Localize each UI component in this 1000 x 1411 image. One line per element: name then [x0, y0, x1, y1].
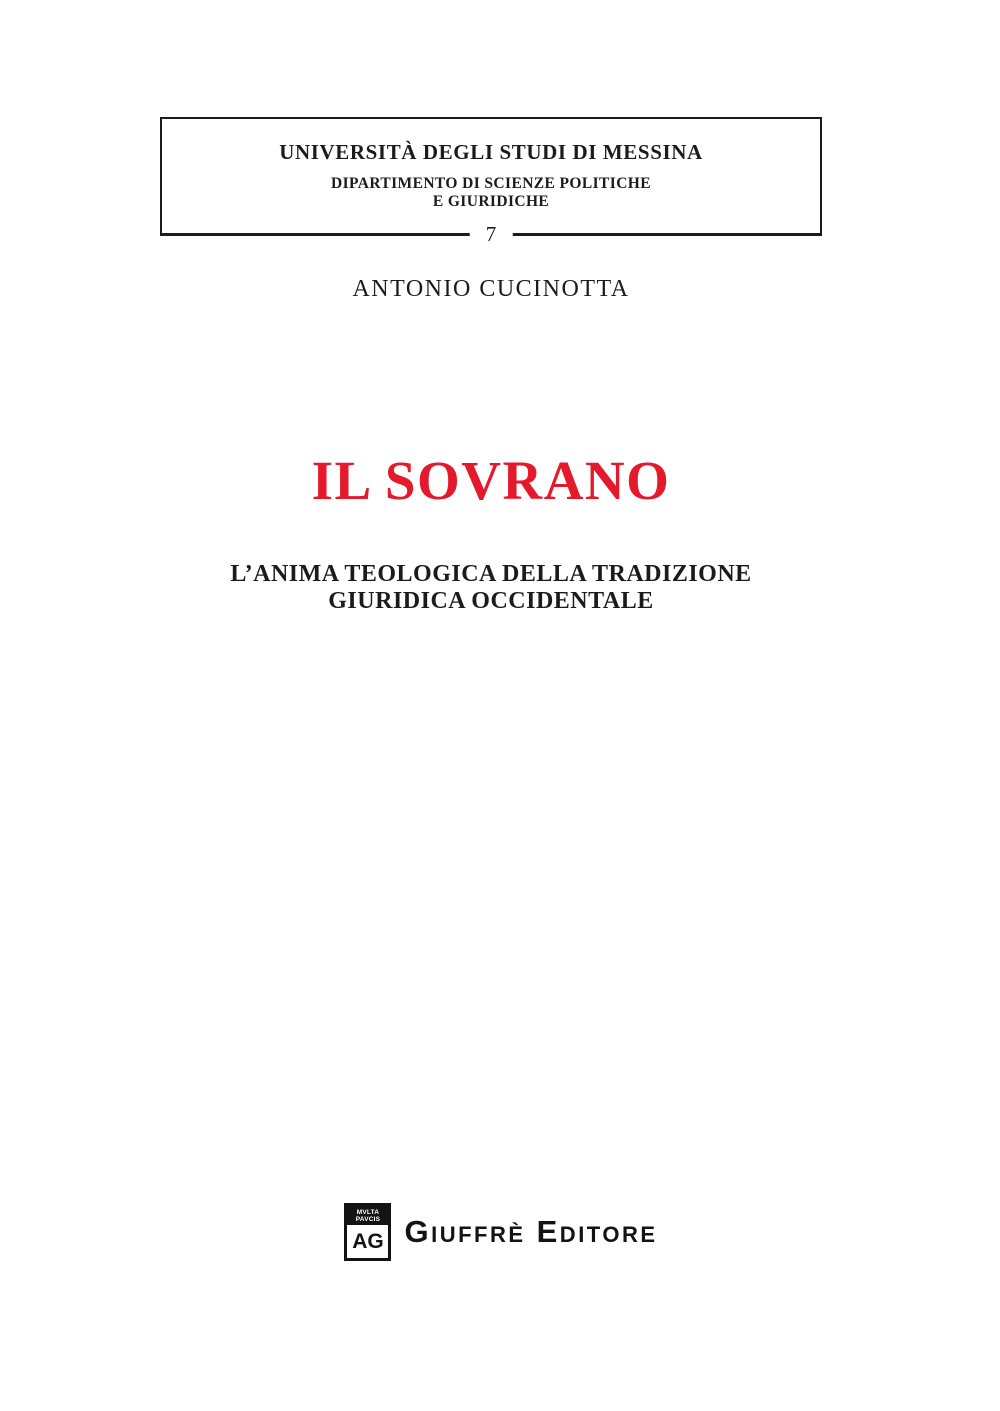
giuffre-logo-icon: [344, 1203, 391, 1261]
department-line-1: DIPARTIMENTO DI SCIENZE POLITICHE: [331, 175, 651, 192]
logo-motto: [347, 1206, 388, 1225]
subtitle-line-2: GIURIDICA OCCIDENTALE: [328, 588, 654, 614]
logo-initials: AG: [352, 1229, 384, 1253]
publisher-name: Giuffrè Editore: [404, 1214, 658, 1249]
author-name: ANTONIO CUCINOTTA: [352, 276, 630, 302]
publisher-row: [160, 1203, 842, 1261]
series-number: 7: [470, 221, 513, 247]
book-subtitle: [160, 561, 822, 615]
department-name: [162, 175, 820, 211]
logo-motto-line-1: MVLTA: [356, 1209, 380, 1216]
logo-motto-line-2: PAVCIS: [355, 1216, 381, 1223]
subtitle-line-1: L’ANIMA TEOLOGICA DELLA TRADIZIONE: [230, 561, 752, 587]
book-title: IL SOVRANO: [311, 450, 671, 511]
series-header-box: [160, 117, 822, 246]
department-line-2: E GIURIDICHE: [432, 193, 550, 210]
university-name: UNIVERSITÀ DEGLI STUDI DI MESSINA: [279, 140, 703, 164]
